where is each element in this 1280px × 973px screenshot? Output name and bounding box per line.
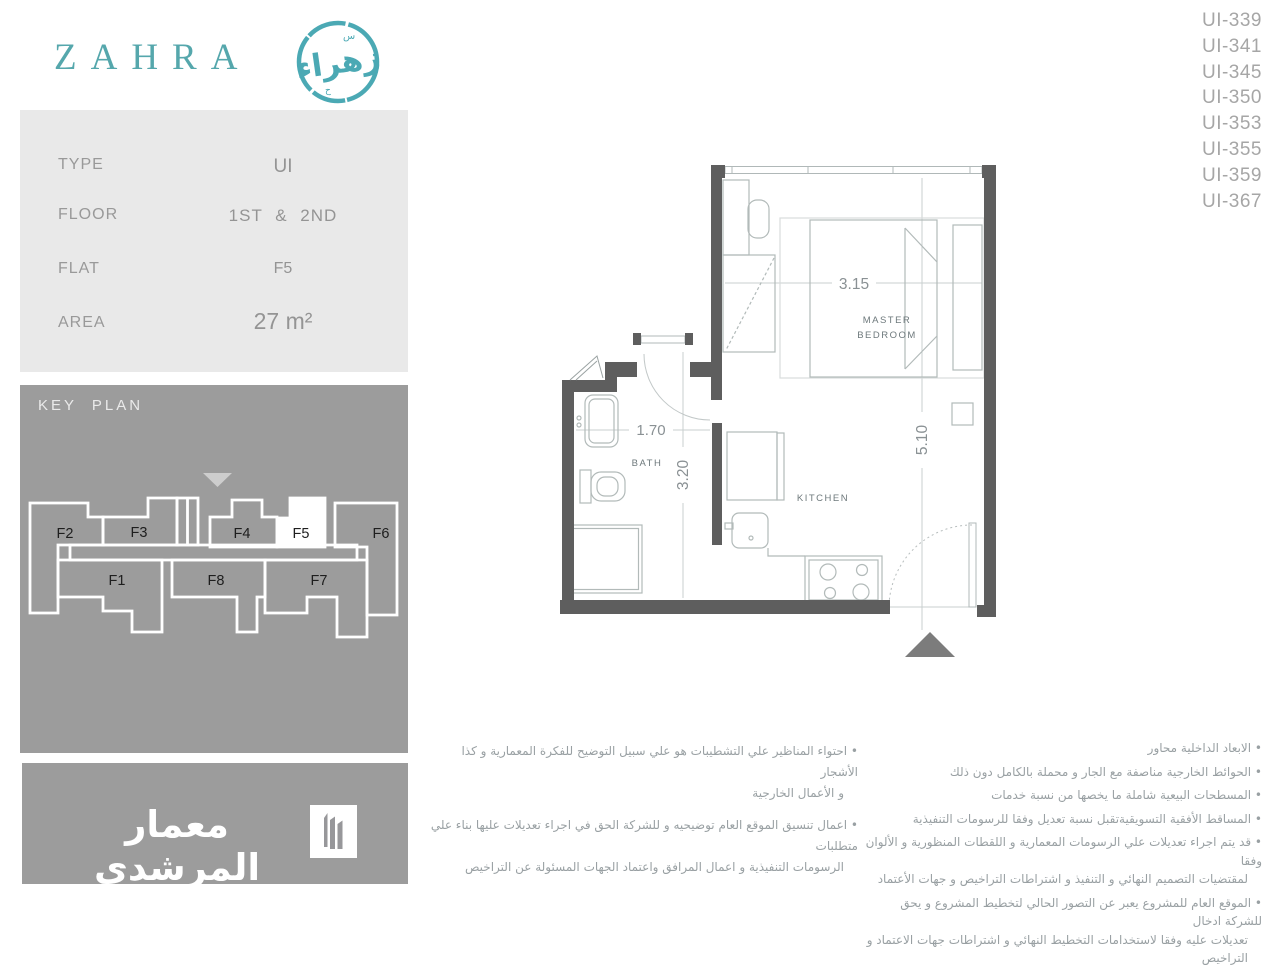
bath-sink-basin: [589, 399, 614, 443]
bed: [810, 220, 937, 377]
kitchen-sink-drain: [749, 536, 753, 540]
key-label-f2: F2: [56, 526, 74, 542]
bedroom-window: [725, 167, 982, 174]
area-value: 27 m²: [253, 308, 313, 334]
fridge-handle: [777, 433, 784, 500]
key-label-f7: F7: [310, 573, 328, 589]
disclaimer-line: الرسومات التنفيذية و اعمال المرافق واعتماد الجهات المسئولة عن التراخيص: [464, 860, 844, 874]
shaft-hatch: [570, 356, 603, 380]
key-label-f8: F8: [207, 573, 225, 589]
disclaimer-line: تعديلات عليه وفقا لاستخدامات التخطيط النهائي و اشتراطات جهات الاعتماد و التراخيص: [866, 932, 1248, 965]
stove-burner: [820, 564, 836, 580]
brand-calligraphy-logo: [287, 15, 389, 109]
bath-tap: [577, 416, 581, 420]
key-unit-f7: [265, 560, 367, 637]
disclaimer-line: • المساقط الأفقية التسويقيةتقبل نسبة تعديل وفقا للرسومات التنفيذية: [912, 811, 1262, 826]
shower-tray: [568, 525, 642, 593]
wall-right: [984, 165, 996, 605]
hall-door-leaf: [641, 336, 685, 343]
room-label-kitchen: KITCHEN: [796, 493, 850, 504]
key-unit-f8: [172, 560, 265, 632]
floor-label: FLOOR: [58, 206, 119, 223]
disclaimer-left-column: [422, 741, 858, 889]
disclaimer-item: [862, 810, 1262, 829]
stove-burner: [825, 588, 836, 599]
stove: [805, 556, 882, 604]
wall-unit: [952, 403, 973, 425]
shower-tray-inner: [572, 529, 639, 590]
unit-number-item: UI-353: [1201, 113, 1262, 135]
disclaimer-item: [862, 763, 1262, 782]
desk-chair: [748, 200, 769, 238]
dim-hall-depth: 3.20: [675, 459, 692, 491]
key-label-f3: F3: [130, 525, 148, 541]
wall-door-cap-right: [685, 333, 693, 345]
key-label-f4: F4: [233, 526, 251, 542]
kitchen-sink: [732, 513, 768, 548]
key-stair-core: [177, 498, 198, 545]
walls: [560, 165, 996, 617]
shaft-hatch-line: [576, 361, 597, 380]
type-value: UI: [273, 156, 293, 177]
disclaimer-line: و الأعمال الخارجية: [752, 786, 844, 800]
developer-logo-panel: [22, 763, 408, 889]
disclaimer-item: [862, 739, 1262, 758]
disclaimer-line: • احتواء المناظير علي التشطيبات هو علي سبيل التوضيح للفكرة المعمارية و كذا الأشجار: [461, 744, 858, 779]
unit-number-item: UI-359: [1201, 164, 1262, 186]
wall-bottom: [560, 600, 890, 614]
disclaimer-item: [862, 833, 1262, 889]
wall-bath-left: [562, 380, 574, 614]
unit-number-item: UI-341: [1201, 35, 1262, 57]
bedside-console: [953, 225, 982, 370]
room-label-bedroom: BEDROOM: [857, 330, 917, 341]
unit-number-item: UI-345: [1201, 61, 1262, 83]
unit-number-list: [1202, 8, 1262, 214]
key-plan-panel: [20, 385, 408, 753]
key-plan-title: KEY PLAN: [38, 397, 144, 414]
wall-kitchen-divider: [712, 423, 722, 545]
brand-wordmark: ZAHRA: [54, 37, 252, 78]
key-label-f5: F5: [292, 526, 310, 542]
logo-ornament-top: س: [343, 31, 356, 42]
disclaimer-item: [422, 815, 858, 878]
disclaimer-item: [422, 741, 858, 804]
disclaimer-line: • المسطحات البيعية شاملة ما يخصها من نسبة خدمات: [991, 788, 1262, 802]
floor-plan-drawing: [545, 140, 1015, 680]
developer-logo-icon: [310, 805, 357, 858]
disclaimer-item: [862, 786, 1262, 805]
unit-number-item: UI-355: [1201, 138, 1262, 160]
bath-tap: [577, 423, 581, 427]
dim-room-depth: 5.10: [914, 424, 931, 456]
key-plan-drawing: [20, 385, 408, 753]
wall-bedroom-left: [711, 165, 722, 400]
unit-number-item: UI-350: [1201, 87, 1262, 109]
disclaimer-line: • الابعاد الداخلية محاور: [1147, 741, 1262, 755]
logo-ornament-bottom: ح: [325, 86, 331, 96]
wall-hall-stub-right: [690, 362, 712, 377]
bed-fold-top: [905, 228, 937, 262]
unit-number-item: UI-339: [1201, 10, 1262, 31]
room-label-master: MASTER: [862, 315, 912, 326]
kitchen-counter-edge: [768, 548, 805, 556]
floor-value: 1ST & 2ND: [228, 206, 338, 225]
fridge: [727, 432, 777, 500]
disclaimer-line: • قد يتم اجراء تعديلات علي الرسومات المعمارية و اللقطات المنظورية و الألوان وفقا: [865, 835, 1262, 868]
room-label-bath: BATH: [631, 458, 663, 469]
desk: [723, 180, 749, 255]
logo-arabic-text: زهراء: [293, 39, 383, 87]
unit-number-item: UI-367: [1201, 190, 1262, 212]
developer-name-arabic: معمار المرشدى: [93, 803, 261, 889]
toilet-tank: [580, 470, 591, 503]
stove-burner: [857, 565, 868, 576]
disclaimer-line: • الموقع العام للمشروع يعبر عن التصور الحالي لتخطيط المشروع و يحق للشركة ادخال: [900, 895, 1262, 928]
flat-value: F5: [273, 260, 293, 277]
wardrobe: [723, 255, 775, 352]
area-label: AREA: [58, 314, 106, 331]
wall-door-cap-left: [633, 333, 641, 345]
key-unit-f1: [58, 560, 162, 632]
entrance-door-swing-arc: [889, 525, 972, 608]
toilet-bowl: [591, 472, 625, 501]
north-pointer-icon: [203, 473, 232, 487]
disclaimer-line: • اعمال تنسيق الموقع العام توضيحيه و للشركة الحق في اجراء تعديلات عليها بناء علي متطلبات: [430, 818, 858, 853]
wardrobe-door-swing: [726, 258, 774, 350]
toilet-bowl-inner: [597, 477, 618, 496]
dim-bedroom-width: 3.15: [838, 276, 870, 293]
disclaimer-line: لمقتضيات التصميم النهائي و التنفيذ و اشتراطات التراخيص و جهات الأعتماد: [877, 872, 1248, 886]
wall-bottom-right-cap: [977, 605, 996, 617]
stove-inner: [809, 560, 878, 600]
entrance-pointer-icon: [905, 632, 955, 657]
stove-burner: [853, 584, 869, 600]
disclaimer-item: [862, 894, 1262, 968]
disclaimer-line: • الحوائط الخارجية مناصفة مع الجار و محملة بالكامل دون ذلك: [949, 764, 1262, 779]
dim-bath-width: 1.70: [636, 422, 666, 439]
unit-info-panel: [20, 110, 408, 372]
key-label-f1: F1: [108, 573, 126, 589]
flat-label: FLAT: [58, 260, 100, 277]
key-label-f6: F6: [372, 526, 390, 542]
entrance-door-leaf: [969, 523, 976, 607]
disclaimer-right-column: [862, 739, 1262, 973]
type-label: TYPE: [58, 156, 104, 173]
